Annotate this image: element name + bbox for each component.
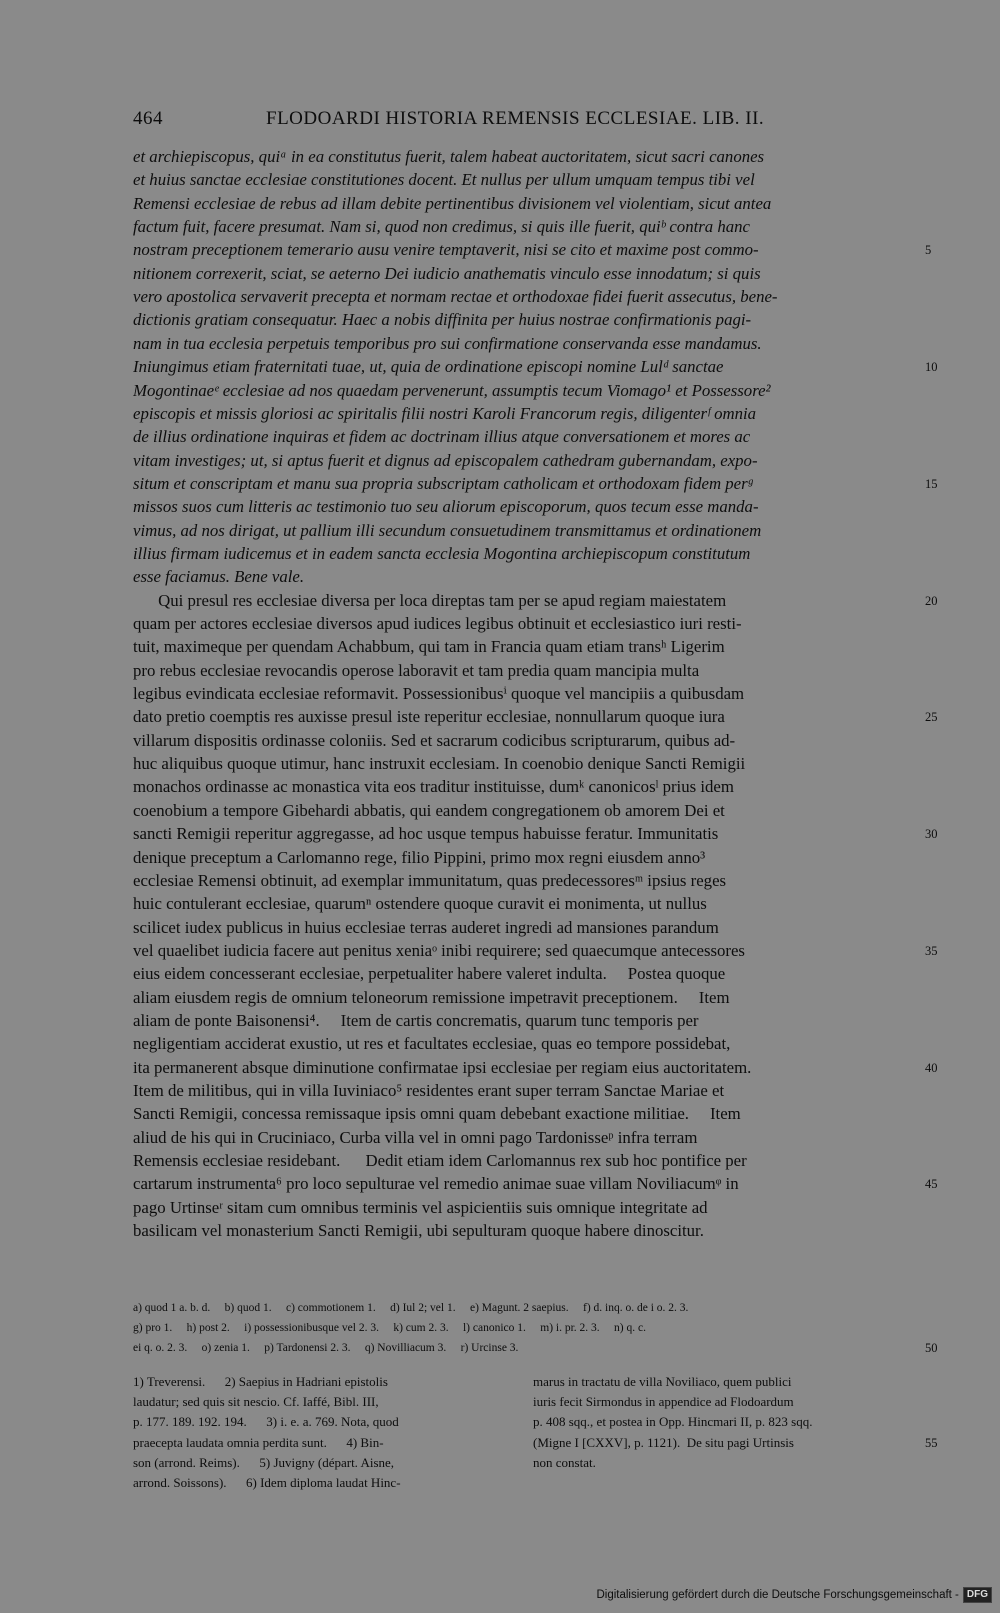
text-line: et archiepiscopus, quiᵃ in ea constitutus fuerit, talem habeat auctoritatem, sicut sacri canones xyxy=(133,147,765,166)
footnote-line xyxy=(533,1473,916,1493)
text-line: Sancti Remigii, concessa remissaque ipsis omni quam debebant exactione militiae. Item xyxy=(133,1104,741,1124)
line-number: 55 xyxy=(925,1435,938,1450)
line-number: 25 xyxy=(925,710,938,725)
footnote-line: (Migne I [CXXV], p. 1121). De situ pagi Urtinsis xyxy=(533,1434,794,1450)
text-line: Iniungimus etiam fraternitati tuae, ut, quia de ordinatione episcopi nomine Lulᵈ sanctae xyxy=(133,357,724,377)
text-line: situm et conscriptam et manu sua propria subscriptam catholicam et orthodoxam fidem perᵍ xyxy=(133,473,753,493)
text-line: huic contulerant ecclesiae, quarumⁿ ostendere quoque curavit ei monimenta, ut nullus xyxy=(133,894,707,914)
text-line: aliud de his qui in Cruciniaco, Curba villa vel in omni pago Tardonisseᵖ infra terram xyxy=(133,1127,698,1147)
text-line: Remensis ecclesiae residebant. Dedit etiam idem Carlomannus rex sub hoc pontifice per xyxy=(133,1151,747,1171)
text-line: Remensi ecclesiae de rebus ad illam debite pertinentibus divisionem vel violentiam, sicut antea xyxy=(133,193,772,213)
footnote-line: non constat. xyxy=(533,1454,596,1470)
text-line: negligentiam acciderat exustio, ut res et facultates ecclesiae, quas eo tempore possidebat, xyxy=(133,1034,731,1054)
line-number: 45 xyxy=(925,1177,938,1192)
line-number: 10 xyxy=(925,360,938,375)
text-line: de illius ordinatione inquiras et fidem ac doctrinam illius atque conversationem et mores ac xyxy=(133,427,751,447)
footnote-line: son (arrond. Reims). 5) Juvigny (départ. Aisne, xyxy=(133,1454,395,1470)
variant-line: g) pro 1. h) post 2. i) possessionibusque vel 2. 3. k) cum 2. 3. l) canonico 1. m) i. pr. 2. 3. n) q. c. xyxy=(133,1322,646,1334)
footnote-line: 1) Treverensi. 2) Saepius in Hadriani epistolis xyxy=(133,1374,388,1389)
text-line: legibus evindicata ecclesiae reformavit. Possessionibusⁱ quoque vel mancipiis a quibusdam xyxy=(133,684,745,704)
footnote-line: arrond. Soissons). 6) Idem diploma laudat Hinc- xyxy=(133,1475,401,1490)
text-line: aliam de ponte Baisonensi⁴. Item de cartis concrematis, quarum tunc temporis per xyxy=(133,1010,699,1030)
credit-text: Digitalisierung gefördert durch die Deutsche Forschungsgemeinschaft - xyxy=(596,1589,959,1601)
line-number: 20 xyxy=(925,593,938,608)
text-line: huc aliquibus quoque utimur, hanc instruxit ecclesiam. In coenobio denique Sancti Remigii xyxy=(133,754,746,774)
line-number: 15 xyxy=(925,476,938,491)
line-number: 35 xyxy=(925,943,938,958)
text-line: vitam investiges; ut, si aptus fuerit et dignus ad episcopalem cathedram gubernandam, expo- xyxy=(133,450,758,470)
text-line: factum fuit, facere presumat. Nam si, quod non credimus, si quis ille fuerit, quiᵇ contra hanc xyxy=(133,217,750,237)
line-number: 40 xyxy=(925,1060,938,1075)
text-line: sancti Remigii reperitur aggregasse, ad hoc usque tempus habuisse feratur. Immunitatis xyxy=(133,824,719,844)
text-line: scilicet iudex publicus in huius ecclesiae terras auderet ingredi ad mansiones parandum xyxy=(133,917,719,937)
text-line: vero apostolica servaverit precepta et normam rectae et orthodoxae fidei fuerit assecutus, bene- xyxy=(133,287,778,307)
text-line: cartarum instrumenta⁶ pro loco sepulturae vel remedio animae suae villam Noviliacumᵠ in xyxy=(133,1174,739,1194)
text-line: illius firmam iudicemus et in eadem sancta ecclesia Mogontina archiepiscopum constitutum xyxy=(133,543,751,563)
text-line: Qui presul res ecclesiae diversa per loca direptas tam per se apud regiam maiestatem xyxy=(133,590,727,610)
footnote-line: p. 177. 189. 192. 194. 3) i. e. a. 769. Nota, quod xyxy=(133,1414,399,1430)
text-line: dictionis gratiam consequatur. Haec a nobis diffinita per huius nostrae confirmationis pagi- xyxy=(133,310,752,330)
footnote-line: marus in tractatu de villa Noviliaco, quem publici xyxy=(533,1374,792,1389)
text-line: monachos ordinasse ac monastica vita eos traditur instituisse, dumᵏ canonicosˡ prius idem xyxy=(133,777,734,797)
text-line: vel quaelibet iudicia facere aut penitus xeniaᵒ inibi requirere; sed quaecumque antecessores xyxy=(133,940,745,960)
text-line: et huius sanctae ecclesiae constitutiones docent. Et nullus per ullum umquam tempus tibi vel xyxy=(133,170,755,190)
footnote-line: laudatur; sed quis sit nescio. Cf. Iaffé, Bibl. III, xyxy=(133,1394,379,1410)
text-line: dato pretio coemptis res auxisse presul iste reperitur ecclesiae, nonnullarum quoque iura xyxy=(133,707,725,727)
text-line: episcopis et missis gloriosi ac spiritalis filii nostri Karoli Francorum regis, diligenterᶠ omnia xyxy=(133,403,757,423)
text-line: vimus, ad nos dirigat, ut pallium illi secundum consuetudinem transmittamus et ordinationem xyxy=(133,520,762,540)
page-number: 464 xyxy=(133,108,163,129)
text-line: villarum dispositis ordinasse coloniis. Sed et sacrarum codicibus scripturarum, quibus ad- xyxy=(133,730,736,750)
text-line: ecclesiae Remensi obtinuit, ad exemplar immunitatum, quas predecessoresᵐ ipsius reges xyxy=(133,870,727,890)
text-line: basilicam vel monasterium Sancti Remigii, ubi sepulturam quoque habere dinoscitur. xyxy=(133,1221,704,1241)
text-line: esse faciamus. Bene vale. xyxy=(133,567,305,587)
text-line: pro rebus ecclesiae revocandis operose laboravit et tam predia quam mancipia multa xyxy=(133,660,700,680)
text-line: aliam eiusdem regis de omnium teloneorum remissione impetravit preceptionem. Item xyxy=(133,987,730,1007)
footnote-line: praecepta laudata omnia perdita sunt. 4) Bin- xyxy=(133,1434,384,1450)
line-number: 5 xyxy=(925,243,932,258)
variant-line: a) quod 1 a. b. d. b) quod 1. c) commotionem 1. d) Iul 2; vel 1. e) Magunt. 2 saepius. f) d. inq. o. de i o. 2. 3. xyxy=(133,1302,689,1314)
text-line: quam per actores ecclesiae diversos apud iudices legibus obtinuit et ecclesiastico iuri resti- xyxy=(133,614,742,633)
text-line: nitionem correxerit, sciat, se aeterno Dei iudicio anathematis vinculo esse innodatum; si quis xyxy=(133,263,761,283)
running-title: FLODOARDI HISTORIA REMENSIS ECCLESIAE. LIB. II. xyxy=(266,108,765,129)
variant-line: ei q. o. 2. 3. o) zenia 1. p) Tardonensi 2. 3. q) Novilliacum 3. r) Urcinse 3. xyxy=(133,1342,519,1354)
footnote-line: p. 408 sqq., et postea in Opp. Hincmari II, p. 823 sqq. xyxy=(533,1414,813,1430)
footnote-line: iuris fecit Sirmondus in appendice ad Flodoardum xyxy=(533,1394,794,1410)
text-line: ita permanerent absque diminutione confirmatae ipsi ecclesiae per regiam eius auctoritatem. xyxy=(133,1057,752,1077)
text-line: tuit, maximeque per quendam Achabbum, qui tam in Francia quam etiam transʰ Ligerim xyxy=(133,637,725,657)
line-number: 30 xyxy=(925,827,938,842)
text-line: nam in tua ecclesia perpetuis temporibus pro sui confirmatione conservanda esse mandamus. xyxy=(133,333,762,353)
text-line: coenobium a tempore Gibehardi abbatis, qui eandem congregationem ob amorem Dei et xyxy=(133,800,725,820)
text-line: nostram preceptionem temerario ausu venire temptaverit, nisi se cito et maxime post commo- xyxy=(133,240,759,260)
text-line: Item de militibus, qui in villa Iuviniaco⁵ residentes erant super terram Sanctae Mariae et xyxy=(133,1081,725,1100)
text-line: Mogontinaeᵉ ecclesiae ad nos quaedam pervenerunt, assumptis tecum Viomago¹ et Possessore² xyxy=(133,380,771,400)
digitization-credit xyxy=(596,1587,992,1603)
text-line: denique preceptum a Carlomanno rege, filio Pippini, primo mox regni eiusdem anno³ xyxy=(133,847,706,867)
text-line: eius eidem concesserant ecclesiae, perpetualiter habere valeret indulta. Postea quoque xyxy=(133,964,726,984)
dfg-logo: DFG xyxy=(963,1587,992,1603)
page-header xyxy=(133,108,913,136)
text-line: pago Urtinseʳ sitam cum omnibus terminis vel aspicientiis suis omnique integritate ad xyxy=(133,1197,708,1217)
text-line: missos suos cum litteris ac testimonio tuo seu aliorum episcoporum, quos tecum esse manda- xyxy=(133,497,759,517)
line-number: 50 xyxy=(925,1341,938,1355)
